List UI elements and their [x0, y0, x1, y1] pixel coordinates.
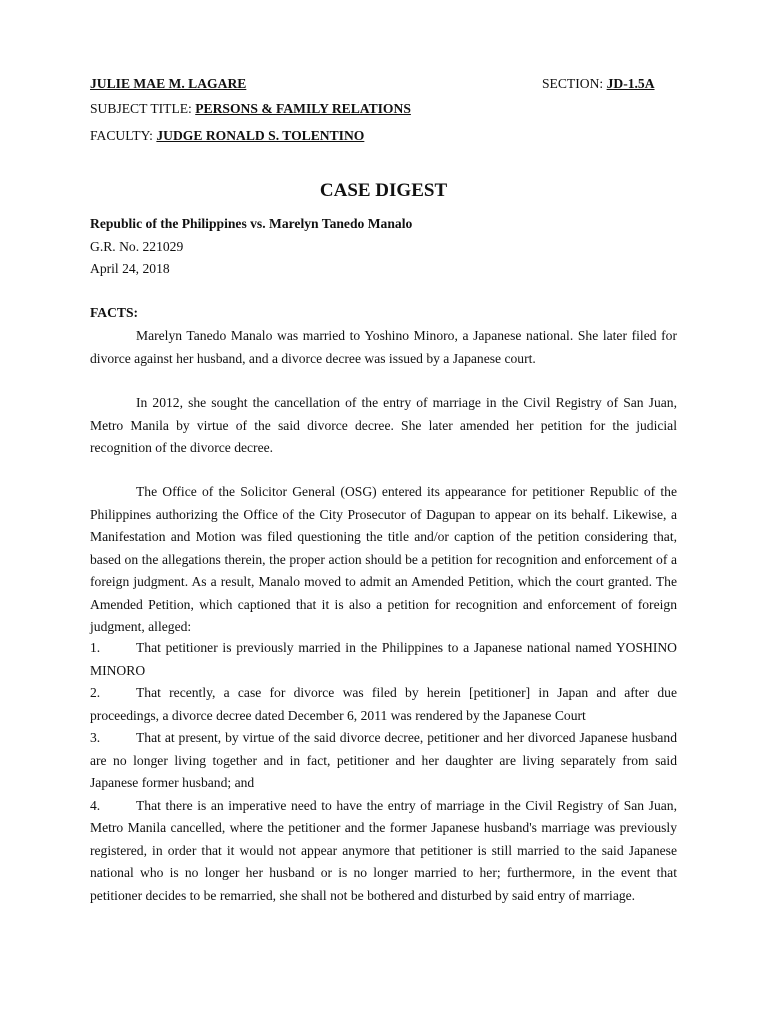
list-item-number: 2. [90, 685, 101, 700]
faculty-line [90, 128, 364, 144]
facts-paragraph-1: Marelyn Tanedo Manalo was married to Yoshino Minoro, a Japanese national. She later filed for divorce against her husband, and a divorce decree was issued by a Japanese court. [90, 328, 677, 366]
student-name: JULIE MAE M. LAGARE [90, 76, 247, 91]
list-item [90, 682, 677, 727]
list-item-number: 3. [90, 730, 101, 745]
list-item-number: 1. [90, 640, 101, 655]
case-name: Republic of the Philippines vs. Marelyn Tanedo Manalo [90, 216, 413, 231]
list-item-number: 4. [90, 797, 101, 813]
facts-heading: FACTS: [90, 305, 139, 320]
list-item-text: That there is an imperative need to have the entry of marriage in the Civil Registry of San Juan, Metro Manila cancelled, where the petitioner and the former Japanese husband's marriage was previously registered, in order that it would not appear anymore that petitioner is still married to the said Japanese national who is no longer her husband or is no longer married to her; furthermore, in the event that petitioner decides to be remarried, she shall not be bothered and disturbed by said entry of marriage. [90, 797, 677, 903]
page-title: CASE DIGEST [319, 180, 448, 201]
subject-label: SUBJECT TITLE: [90, 101, 196, 116]
list-item-text: That at present, by virtue of the said divorce decree, petitioner and her divorced Japanese husband are no longer living together and in fact, petitioner and her daughter are living separately from said Japanese former husband; and [90, 730, 677, 790]
subject-value: PERSONS & FAMILY RELATIONS [195, 101, 411, 116]
list-item [90, 795, 677, 908]
subject-line [90, 101, 411, 117]
list-item [90, 727, 677, 795]
list-item-text: That petitioner is previously married in the Philippines to a Japanese national named YOSHINO MINORO [90, 640, 677, 678]
case-date: April 24, 2018 [90, 261, 170, 276]
faculty-label: FACULTY: [90, 128, 157, 143]
section-label: SECTION: [542, 76, 607, 91]
allegations-list [90, 637, 677, 907]
facts-paragraph-2: In 2012, she sought the cancellation of the entry of marriage in the Civil Registry of San Juan, Metro Manila by virtue of the said divorce decree. She later amended her petition for the judicial recognition of the divorce decree. [90, 395, 677, 455]
facts-paragraph-3: The Office of the Solicitor General (OSG) entered its appearance for petitioner Republic of the Philippines authorizing the Office of the City Prosecutor of Dagupan to appear on its behalf. Likewise, a Manifestation and Motion was filed questioning the title and/or caption of the petition considering that, based on the allegations therein, the proper action should be a petition for recognition and enforcement of a foreign judgment. As a result, Manalo moved to admit an Amended Petition, which the court granted. The Amended Petition, which captioned that it is also a petition for recognition and enforcement of foreign judgment, alleged: [90, 484, 677, 634]
list-item [90, 637, 677, 682]
case-gr-number: G.R. No. 221029 [90, 239, 184, 254]
section-line [542, 76, 655, 92]
faculty-value: JUDGE RONALD S. TOLENTINO [156, 128, 365, 143]
section-value: JD-1.5A [606, 76, 655, 91]
list-item-text: That recently, a case for divorce was filed by herein [petitioner] in Japan and after due proceedings, a divorce decree dated December 6, 2011 was rendered by the Japanese Court [90, 685, 677, 723]
